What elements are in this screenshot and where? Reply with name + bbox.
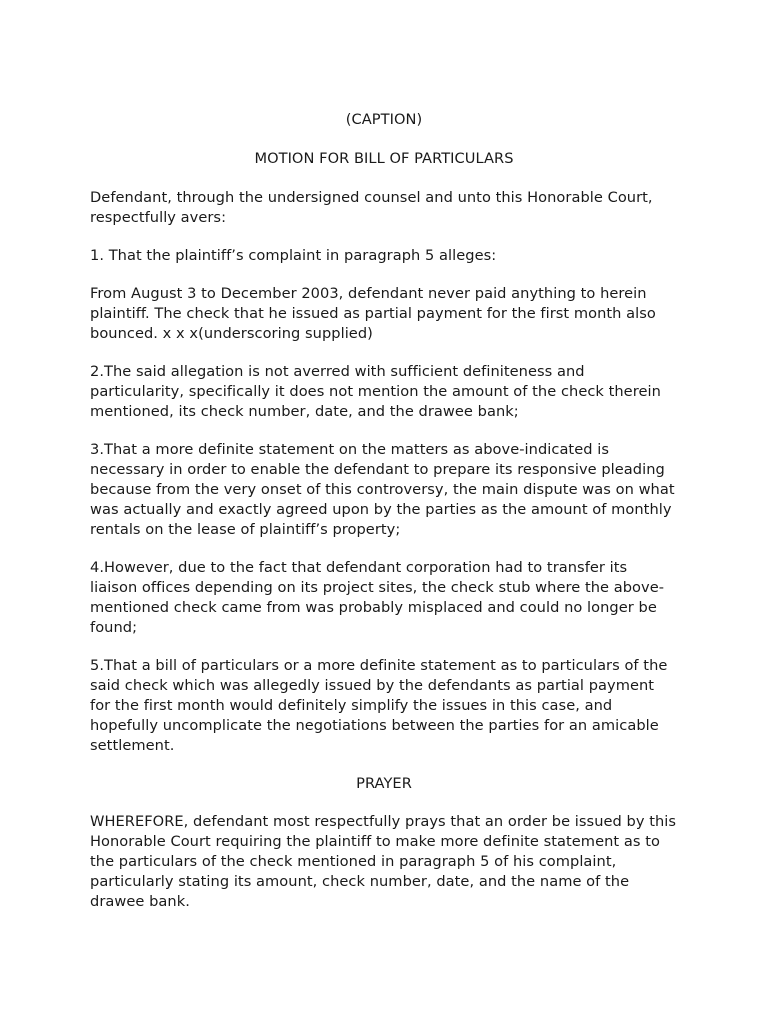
prayer-paragraph: WHEREFORE, defendant most respectfully prays that an order be issued by this Honorable Court requiring the plaintiff to make more definite statement as to the particulars of the check mentioned in paragraph 5 of his complaint, particularly stating its amount, check number, date, and the name of the drawee bank. [90,813,677,910]
caption-heading: (CAPTION) [345,111,423,128]
paragraph-5: 5.That a bill of particulars or a more definite statement as to particulars of the said check which was allegedly issued by the defendants as partial payment for the first month would definitely simplify the issues in this case, and hopefully uncomplicate the negotiations between the parties for an amicable settlement. [90,657,668,754]
quoted-allegation: From August 3 to December 2003, defendant never paid anything to herein plaintiff. The check that he issued as partial payment for the first month also bounced. x x x(underscoring supplied) [90,285,656,342]
document-body [90,110,678,930]
paragraph-2: 2.The said allegation is not averred with sufficient definiteness and particularity, specifically it does not mention the amount of the check therein mentioned, its check number, date, and the drawee bank; [90,363,661,420]
paragraph-3: 3.That a more definite statement on the matters as above-indicated is necessary in order to enable the defendant to prepare its responsive pleading because from the very onset of this controversy, the main dispute was on what was actually and exactly agreed upon by the parties as the amount of monthly rentals on the lease of plaintiff’s property; [90,441,675,538]
paragraph-1: 1. That the plaintiff’s complaint in paragraph 5 alleges: [90,247,497,264]
prayer-heading: PRAYER [356,775,412,792]
motion-title: MOTION FOR BILL OF PARTICULARS [254,150,514,167]
intro-paragraph: Defendant, through the undersigned counsel and unto this Honorable Court, respectfully avers: [90,189,653,226]
paragraph-4: 4.However, due to the fact that defendant corporation had to transfer its liaison offices depending on its project sites, the check stub where the above-mentioned check came from was probably misplaced and could no longer be found; [90,559,665,636]
